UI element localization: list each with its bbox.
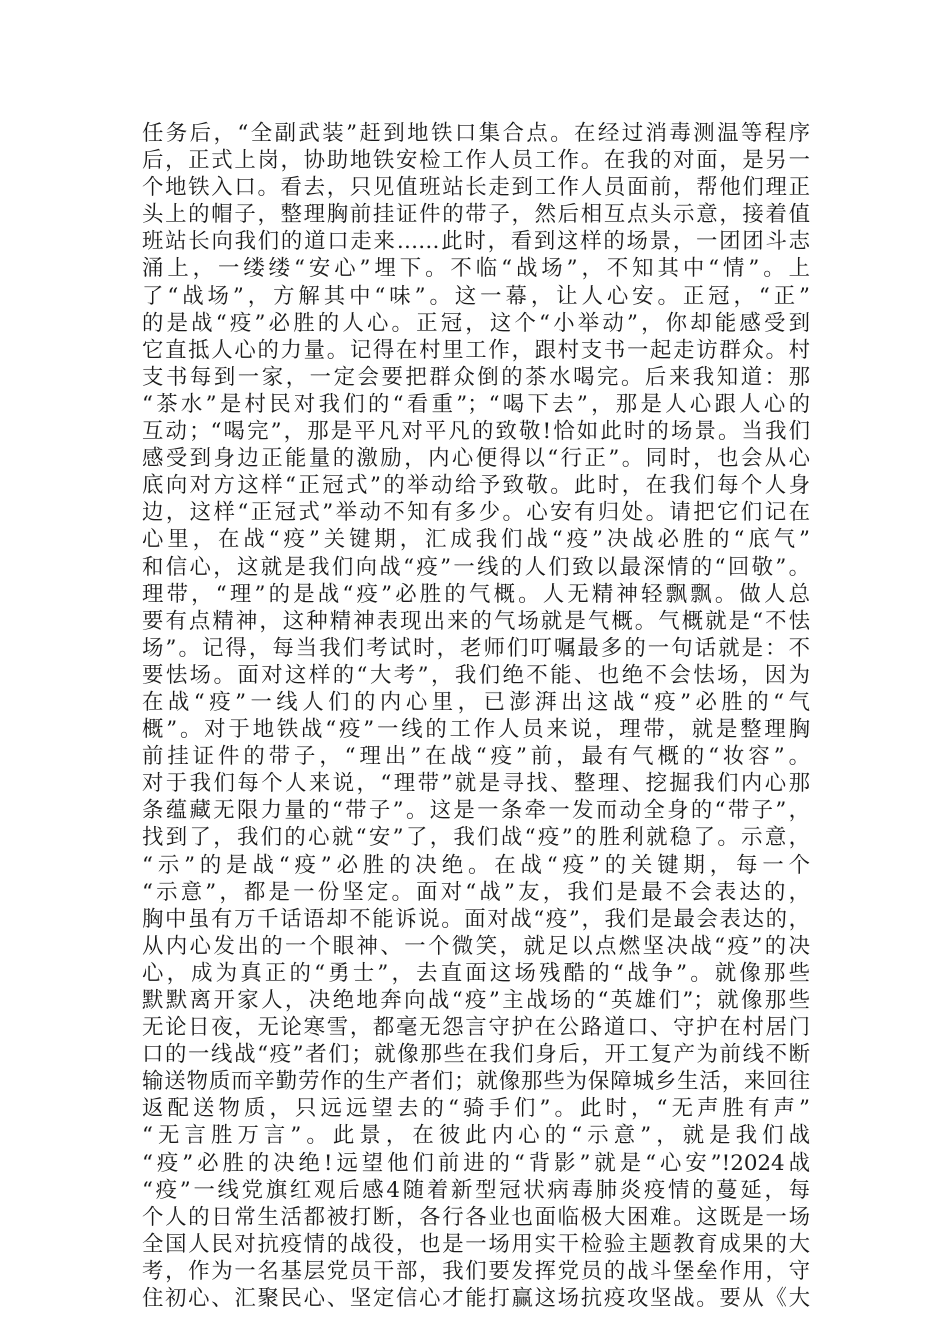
text-line: 个地铁入口。看去，只见值班站长走到工作人员面前，帮他们理正 [142,175,810,201]
text-line: 默默离开家人，决绝地奔向战“疫”主战场的“英雄们”；就像那些 [142,988,810,1013]
text-line: “茶水”是村民对我们的“看重”；“喝下去”，那是人心跟人心的 [142,391,810,417]
text-line: 找到了，我们的心就“安”了，我们战“疫”的胜利就稳了。示意， [142,825,810,851]
text-line: 口的一线战“疫”者们；就像那些在我们身后，开工复产为前线不断 [142,1042,810,1068]
text-line: 个人的日常生活都被打断，各行各业也面临极大困难。这既是一场 [142,1204,810,1230]
text-line: 考，作为一名基层党员干部，我们要发挥党员的战斗堡垒作用，守 [142,1258,810,1284]
text-line: 理带，“理”的是战“疫”必胜的气概。人无精神轻飘飘。做人总 [142,581,810,607]
text-line: 无论日夜，无论寒雪，都毫无怨言守护在公路道口、守护在村居门 [142,1015,810,1041]
text-line: 场”。记得，每当我们考试时，老师们叮嘱最多的一句话就是：不 [142,635,810,661]
text-line: 后，正式上岗，协助地铁安检工作人员工作。在我的对面，是另一 [142,148,810,174]
text-line: 从内心发出的一个眼神、一个微笑，就足以点燃坚决战“疫”的决 [142,933,810,959]
text-line: 头上的帽子，整理胸前挂证件的带子，然后相互点头示意，接着值 [142,202,810,228]
text-line: 返配送物质，只远远望去的“骑手们”。此时，“无声胜有声” [142,1096,810,1122]
text-line: 它直抵人心的力量。记得在村里工作，跟村支书一起走访群众。村 [142,337,810,363]
text-line: 要怯场。面对这样的“大考”，我们绝不能、也绝不会怯场，因为 [142,662,810,688]
text-line: 前挂证件的带子，“理出”在战“疫”前，最有气概的“妆容”。 [142,744,810,770]
text-line: 涌上，一缕缕“安心”埋下。不临“战场”，不知其中“情”。上 [142,256,810,282]
text-line: 条蕴藏无限力量的“带子”。这是一条牵一发而动全身的“带子”， [142,798,810,824]
text-line: 输送物质而辛勤劳作的生产者们；就像那些为保障城乡生活，来回往 [142,1069,810,1095]
text-line: 底向对方这样“正冠式”的举动给予致敬。此时，在我们每个人身 [142,473,810,499]
text-line: “示”的是战“疫”必胜的决绝。在战“疫”的关键期，每一个 [142,852,810,878]
text-line: 在战“疫”一线人们的内心里，已澎湃出这战“疫”必胜的“气 [142,689,810,715]
text-line: 全国人民对抗疫情的战役，也是一场用实干检验主题教育成果的大 [142,1231,810,1257]
text-line: 胸中虽有万千话语却不能诉说。面对战“疫”，我们是最会表达的， [142,906,810,932]
text-line: 互动；“喝完”，那是平凡对平凡的致敬!恰如此时的场景。当我们 [142,419,810,445]
text-line: 支书每到一家，一定会要把群众倒的茶水喝完。后来我知道：那 [142,364,810,390]
text-line: “无言胜万言”。此景，在彼此内心的“示意”，就是我们战 [142,1123,810,1149]
text-line: 感受到身边正能量的激励，内心便得以“行正”。同时，也会从心 [142,446,810,472]
text-line: “疫”必胜的决绝!远望他们前进的“背影”就是“心安”!2024战 [142,1150,810,1176]
text-line: 住初心、汇聚民心、坚定信心才能打赢这场抗疫攻坚战。要从《大 [142,1286,810,1312]
text-line: 班站长向我们的道口走来……此时，看到这样的场景，一团团斗志 [142,229,810,255]
text-line: 了“战场”，方解其中“味”。这一幕，让人心安。正冠，“正” [142,283,810,309]
text-line: 心里，在战“疫”关键期，汇成我们战“疫”决战必胜的“底气” [142,527,810,553]
text-line: “示意”，都是一份坚定。面对“战”友，我们是最不会表达的， [142,879,810,905]
text-line: 的是战“疫”必胜的人心。正冠，这个“小举动”，你却能感受到 [142,310,810,336]
text-line: “疫”一线党旗红观后感4随着新型冠状病毒肺炎疫情的蔓延，每 [142,1177,810,1203]
text-line: 要有点精神，这种精神表现出来的气场就是气概。气概就是“不怯 [142,608,810,634]
body-text [142,120,810,1312]
text-line: 任务后，“全副武装”赶到地铁口集合点。在经过消毒测温等程序 [142,121,810,146]
text-line: 和信心，这就是我们向战“疫”一线的人们致以最深情的“回敬”。 [142,554,810,580]
text-line: 心，成为真正的“勇士”，去直面这场残酷的“战争”。就像那些 [142,960,810,986]
text-line: 对于我们每个人来说，“理带”就是寻找、整理、挖掘我们内心那 [142,771,810,797]
text-line: 边，这样“正冠式”举动不知有多少。心安有归处。请把它们记在 [142,500,810,526]
text-line: 概”。对于地铁战“疫”一线的工作人员来说，理带，就是整理胸 [142,717,810,743]
